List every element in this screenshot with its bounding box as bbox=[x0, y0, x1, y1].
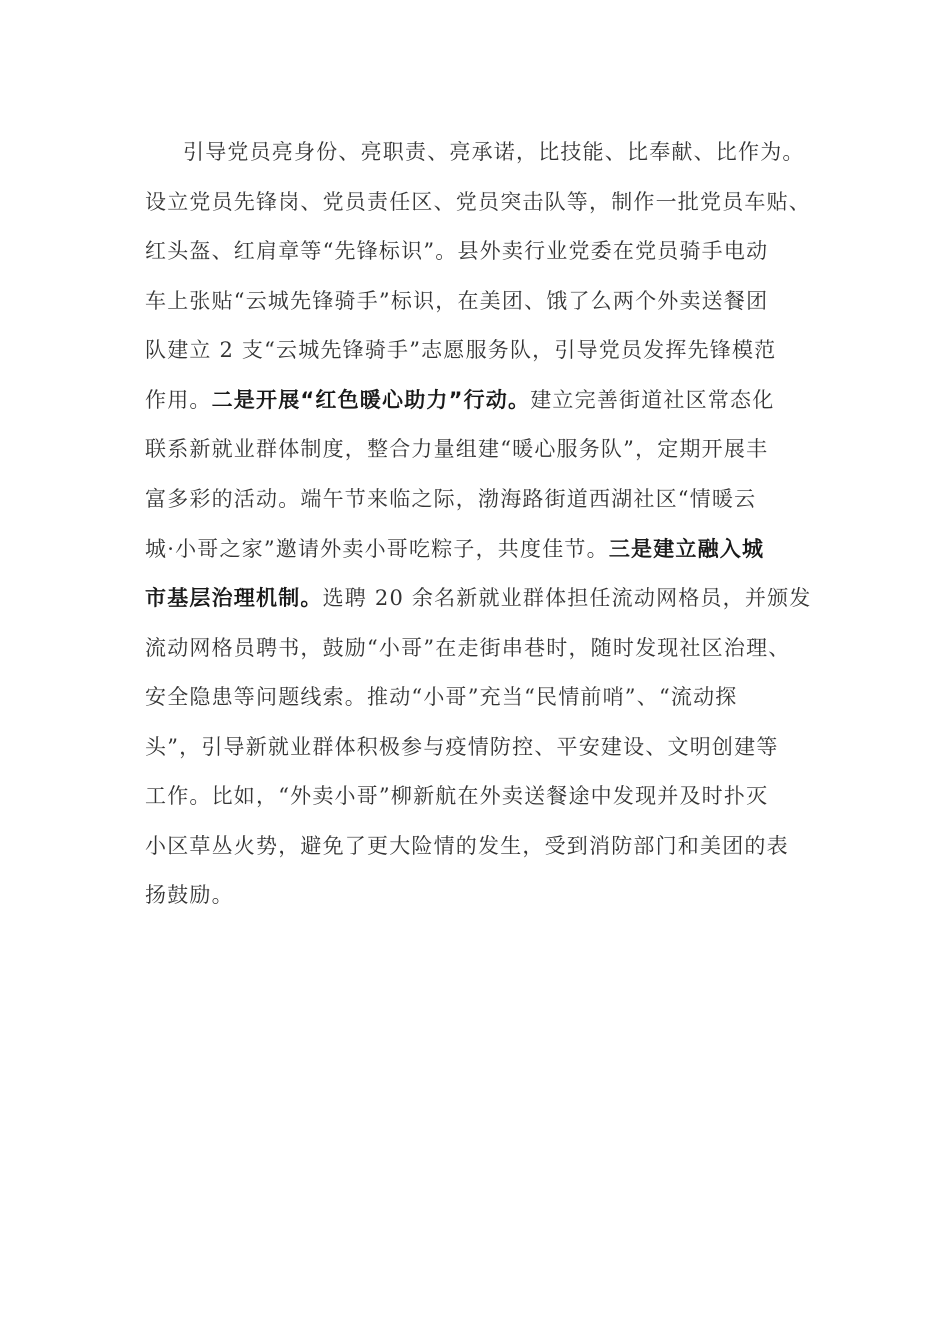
line-text: 设立党员先锋岗、党员责任区、党员突击队等，制作一批党员车贴、 bbox=[145, 190, 811, 214]
paragraph-line bbox=[145, 429, 768, 469]
paragraph-line bbox=[145, 628, 790, 668]
paragraph-line bbox=[145, 281, 768, 321]
paragraph-line bbox=[145, 776, 768, 816]
line-text: 流动网格员聘书，鼓励“小哥”在走街串巷时，随时发现社区治理、 bbox=[145, 636, 791, 660]
line-text: 引导党员亮身份、亮职责、亮承诺，比技能、比奉献、比作为。 bbox=[183, 140, 805, 164]
line-text: 工作。比如，“外卖小哥”柳新航在外卖送餐途中发现并及时扑灭 bbox=[145, 784, 769, 808]
paragraph-line bbox=[145, 875, 234, 915]
paragraph-line bbox=[183, 132, 805, 172]
line-text: 选聘 20 余名新就业群体担任流动网格员，并颁发 bbox=[322, 586, 812, 610]
line-text: 联系新就业群体制度，整合力量组建“暖心服务队”，定期开展丰 bbox=[145, 437, 769, 461]
line-text: 建立完善街道社区常态化 bbox=[530, 388, 775, 412]
paragraph-line bbox=[145, 826, 789, 866]
line-text: 富多彩的活动。端午节来临之际，渤海路街道西湖社区“情暖云 bbox=[145, 487, 757, 511]
paragraph-line bbox=[145, 380, 774, 420]
line-text: 头”，引导新就业群体积极参与疫情防控、平安建设、文明创建等 bbox=[145, 735, 779, 759]
paragraph-line bbox=[145, 479, 756, 519]
line-text: 作用。 bbox=[145, 388, 212, 412]
line-text: 安全隐患等问题线索。推动“小哥”充当“民情前哨”、“流动探 bbox=[145, 685, 738, 709]
line-text: 城·小哥之家”邀请外卖小哥吃粽子，共度佳节。 bbox=[145, 537, 609, 561]
line-text: 队建立 2 支“云城先锋骑手”志愿服务队，引导党员发挥先锋模范 bbox=[145, 338, 777, 362]
line-text: 扬鼓励。 bbox=[145, 883, 234, 907]
paragraph-line bbox=[145, 578, 811, 618]
line-text: 车上张贴“云城先锋骑手”标识，在美团、饿了么两个外卖送餐团 bbox=[145, 289, 769, 313]
paragraph-line bbox=[145, 727, 779, 767]
paragraph-line bbox=[145, 182, 811, 222]
paragraph-line bbox=[145, 330, 776, 370]
paragraph-line bbox=[145, 677, 737, 717]
bold-heading-text: 二是开展“红色暖心助力”行动。 bbox=[211, 388, 531, 412]
bold-heading-text: 三是建立融入城 bbox=[608, 537, 765, 561]
paragraph-line bbox=[145, 529, 764, 569]
line-text: 红头盔、红肩章等“先锋标识”。县外卖行业党委在党员骑手电动 bbox=[145, 239, 769, 263]
line-text: 小区草丛火势，避免了更大险情的发生，受到消防部门和美团的表 bbox=[145, 834, 789, 858]
bold-heading-text: 市基层治理机制。 bbox=[145, 586, 323, 610]
paragraph-line bbox=[145, 231, 768, 271]
